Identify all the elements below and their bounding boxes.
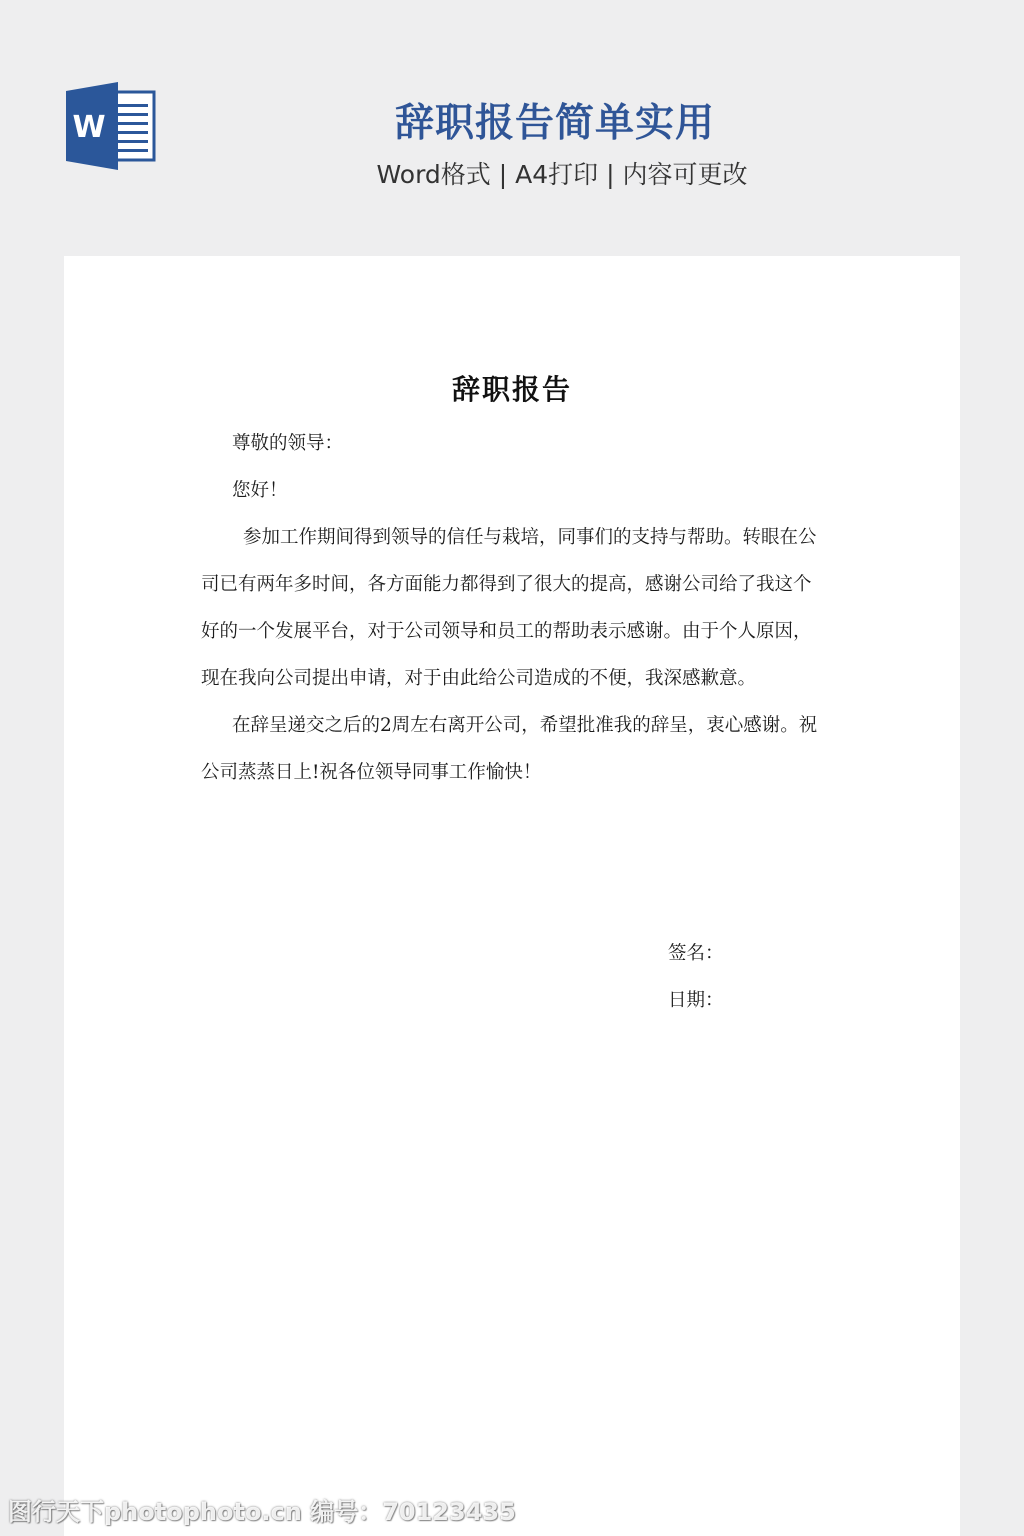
header-subtitle: Word格式 | A4打印 | 内容可更改 (376, 160, 748, 189)
header-title: 辞职报告简单实用 (394, 101, 715, 146)
document-title: 辞职报告 (451, 373, 572, 406)
salutation: 尊敬的领导： (232, 433, 344, 454)
signature-label: 签名： (668, 943, 724, 964)
document-body (201, 420, 825, 796)
svg-text:W: W (72, 110, 106, 145)
body-paragraph-1: 参加工作期间得到领导的信任与栽培，同事们的支持与帮助。转眼在公司已有两年多时间，各方面能力都得到了很大的提高，感谢公司给了我这个好的一个发展平台，对于公司领导和员工的帮助表示感谢。由于个人原因，现在我向公司提出申请，对于由此给公司造成的不便，我深感歉意。 (201, 527, 817, 689)
date-label: 日期： (668, 990, 724, 1011)
signature-block (668, 930, 724, 1024)
document-page (64, 256, 960, 1536)
body-paragraph-2: 在辞呈递交之后的2周左右离开公司，希望批准我的辞呈，衷心感谢。祝公司蒸蒸日上!祝各位领导同事工作愉快！ (201, 715, 818, 783)
greeting: 您好！ (232, 480, 288, 501)
watermark-text: 图行天下photophoto.cn 编号：70123435 (8, 1498, 516, 1526)
